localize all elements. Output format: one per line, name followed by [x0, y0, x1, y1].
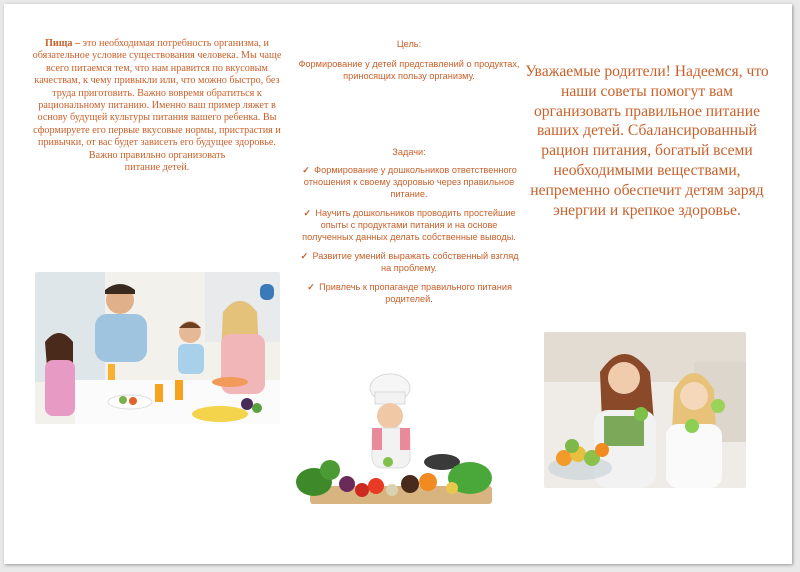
- goals-column: [294, 38, 524, 312]
- intro-column: [32, 38, 282, 174]
- task-item: [294, 207, 524, 243]
- task-item: [294, 250, 524, 274]
- parents-message: Уважаемые родители! Надеемся, что наши советы помогут вам организовать правильное питание ваших детей. Сбалансированный рацион питания, богатый всеми необходимыми веществами, непременно обеспечит детям заряд энергии и крепкое здоровье.: [525, 63, 769, 219]
- task-item: [294, 281, 524, 305]
- brochure-page: [4, 4, 792, 564]
- task-text: Научить дошкольников проводить простейшие опыты с продуктами питания и на основе полученных данных делать собственные выводы.: [302, 208, 516, 242]
- task-text: Развитие умений выражать собственный взгляд на проблему.: [312, 251, 519, 273]
- task-text: Формирование у дошкольников ответственного отношения к своему здоровью через правильное питание.: [303, 165, 517, 199]
- goal-heading: Цель:: [396, 39, 422, 49]
- task-item: [294, 164, 524, 200]
- checkmark-icon: ✓: [302, 165, 310, 175]
- checkmark-icon: ✓: [300, 251, 309, 261]
- family-dinner-photo: [35, 272, 280, 424]
- task-text: Привлечь к пропаганде правильного питания родителей.: [319, 282, 512, 304]
- intro-body: это необходимая потребность организма, и обязательное условие существования человека. Мы чаще всего питаемся тем, что нам нравится по вкусовым качествам, к чему привыкли или, что можно быстро, без труда приготовить. Важно вовремя обратиться к рациональному питанию. Именно ваш пример ляжет в основу будущей культуры питания вашего ребенка. Вы сформируете его первые вкусовые нормы, пристрастия и привычки, от вас будет зависеть его будущее здоровье. Важно правильно организовать: [32, 38, 282, 161]
- goal-text: Формирование у детей представлений о продуктах, приносящих пользу организму.: [298, 59, 520, 81]
- mother-daughter-apples-photo: [544, 332, 746, 488]
- checkmark-icon: ✓: [307, 282, 315, 292]
- checkmark-icon: ✓: [303, 208, 312, 218]
- tasks-list: [294, 164, 524, 305]
- intro-title: Пища –: [44, 38, 81, 49]
- child-chef-vegetables-photo: [292, 366, 502, 508]
- intro-tail: питание детей.: [124, 162, 190, 174]
- tasks-heading: Задачи:: [392, 147, 426, 157]
